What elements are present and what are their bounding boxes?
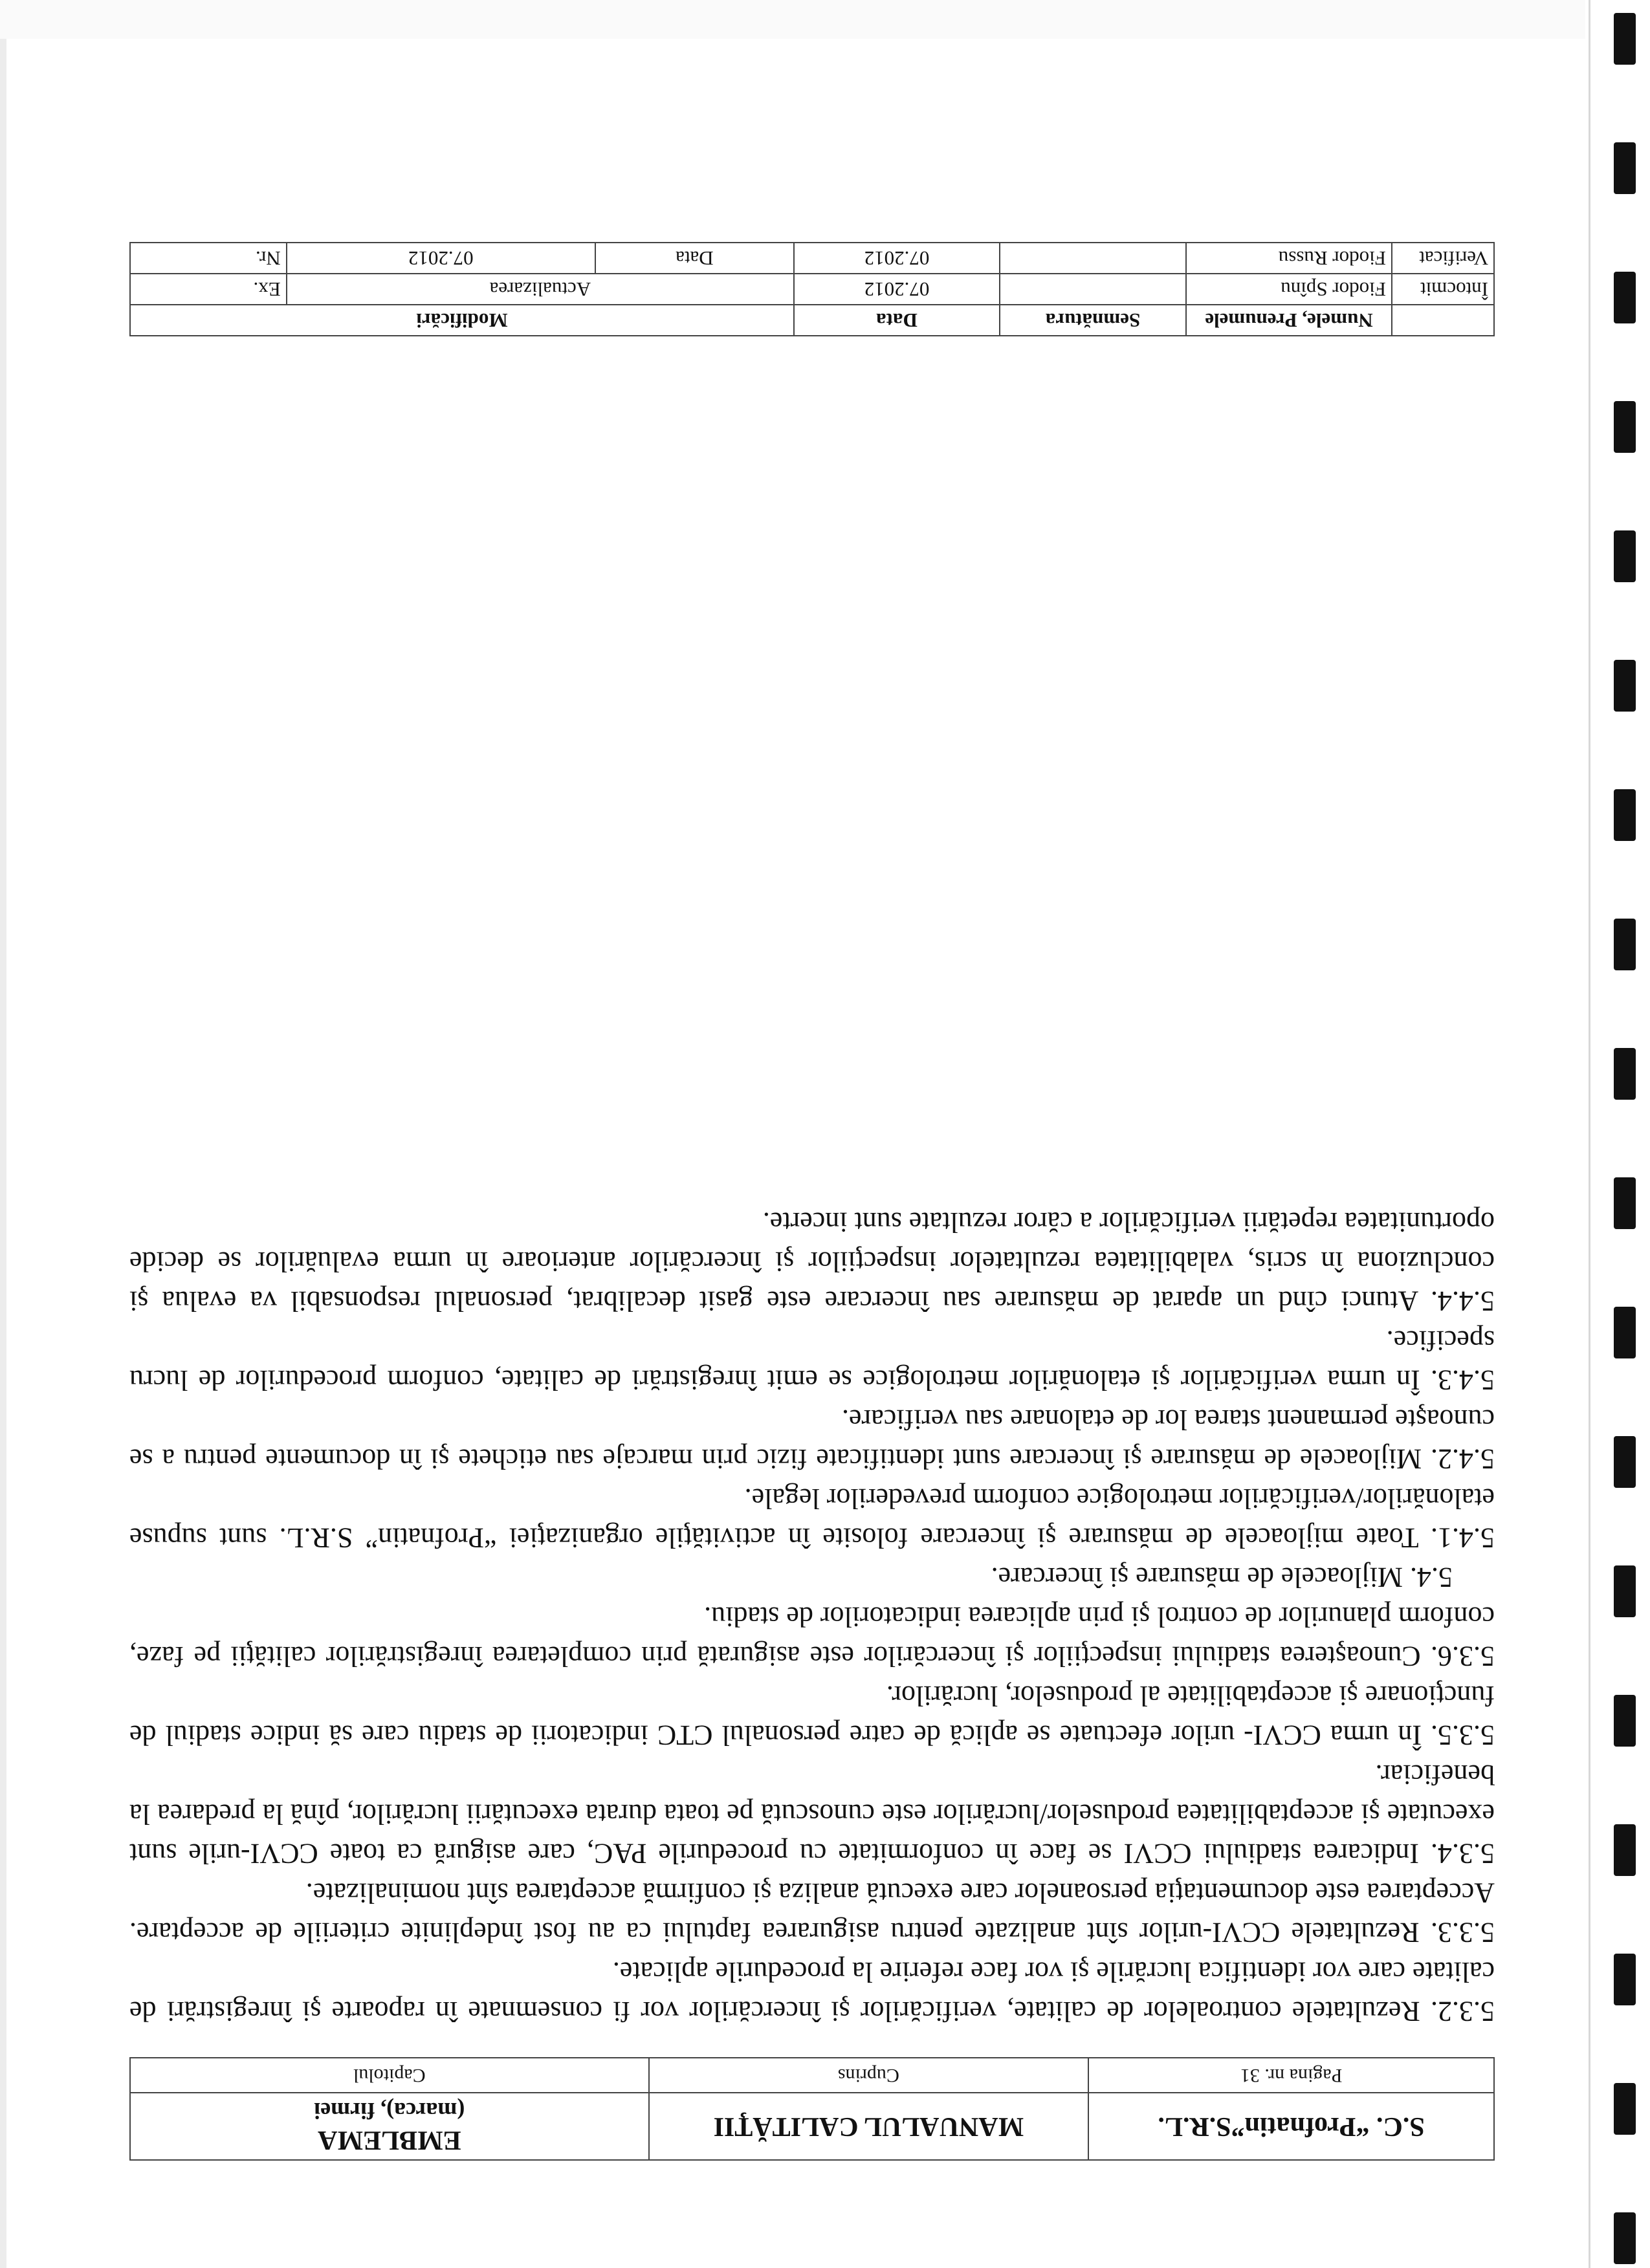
binding-hole — [1614, 2083, 1636, 2135]
binding-hole — [1614, 1824, 1636, 1876]
binding-hole — [1614, 1954, 1636, 2005]
brand-label: (marca), firmei — [314, 2098, 465, 2124]
manual-title: MANUALUL CALITĂŢII — [649, 2093, 1089, 2160]
binding-hole — [1614, 272, 1636, 323]
paragraph: 5.3.6. Cunoaşterea stadiului inspecţiilor şi încercărilor este asigurată prin completarea înregistrărilor calităţii pe faze, conform planurilor de control şi prin aplicarea indicatorilor de stadiu. — [129, 1601, 1495, 1672]
emblem-cell — [130, 2093, 649, 2160]
signature-header: Semnătura — [1000, 305, 1186, 336]
role-prepared: Întocmit — [1392, 274, 1494, 305]
binding-edge — [1589, 0, 1590, 2268]
emblem-label: EMBLEMA — [317, 2125, 461, 2155]
paragraph: 5.4.2. Mijloacele de măsurare şi încercare sunt identificate fizic prin marcaje sau etichete şi în documente pentru a se cunoaşte permanent starea lor de etalonare sau verificare. — [129, 1404, 1495, 1475]
binding-hole — [1614, 1565, 1636, 1617]
paragraph: 5.3.4. Indicarea stadiului CCVI se face în conformitate cu procedurile PAC, care asigură ca toate CCVI-urile sunt executate şi acceptabilitatea produselor/lucrărilor este cunoscută pe toata durata executării lucrărilor, pînă la predarea la beneficiar. — [129, 1759, 1495, 1870]
binding-hole — [1614, 660, 1636, 712]
binding-hole — [1614, 2212, 1636, 2264]
paragraph: 5.4.1. Toate mijloacele de măsurare şi încercare folosite în activităţile organizaţiei “Profnatin” S.R.L. sunt supuse etalonărilor/verificărilor metrologice conform prevederilor legale. — [129, 1483, 1495, 1554]
role-header-empty — [1392, 305, 1494, 336]
binding-hole — [1614, 1695, 1636, 1747]
name-header: Numele, Prenumele — [1186, 305, 1392, 336]
paragraph: 5.3.3. Rezultatele CCVI-urilor sînt analizate pentru asigurarea faptului ca au fost îndeplinite criteriile de acceptare. Acceptarea este documentaţia persoanelor care execută analiza şi confirmă acceptarea sînt nominalizate. — [129, 1877, 1495, 1948]
body-text — [129, 1203, 1495, 2031]
binding-hole — [1614, 13, 1636, 65]
date-prepared: 07.2012 — [794, 274, 1000, 305]
name-prepared: Fiodor Spînu — [1186, 274, 1392, 305]
spiral-binding — [1589, 0, 1650, 2268]
section-heading: 5.4. Mijloacele de măsurare şi încercare. — [991, 1562, 1453, 1593]
modifications-header: Modificări — [130, 305, 794, 336]
header-table — [129, 2057, 1495, 2161]
binding-hole — [1614, 1177, 1636, 1229]
scan-left-edge — [0, 39, 6, 2268]
nr-label: Nr. — [130, 243, 287, 274]
name-verified: Fiodor Russu — [1186, 243, 1392, 274]
binding-hole — [1614, 1048, 1636, 1100]
paragraph: 5.3.2. Rezultatele controalelor de calitate, verificărilor şi încercărilor vor fi consemnate în rapoarte şi înregistrări de calitate care vor identifica lucrările şi vor face referire la procedurile aplicate. — [129, 1956, 1495, 2027]
chapter-label: Capitolul — [130, 2058, 649, 2093]
binding-hole — [1614, 789, 1636, 841]
binding-hole — [1614, 530, 1636, 582]
binding-hole — [1614, 1307, 1636, 1358]
binding-hole — [1614, 142, 1636, 194]
paragraph: 5.3.5. În urma CCVI- urilor efectuate se aplică de catre personalul CTC indicatorii de stadiu care să indice stadiul de funcţionare şi acceptabilitate al produselor, lucrărilor. — [129, 1680, 1495, 1751]
binding-hole — [1614, 919, 1636, 970]
signature-prepared — [1000, 274, 1186, 305]
date-header: Data — [794, 305, 1000, 336]
date-verified: 07.2012 — [794, 243, 1000, 274]
ex-label: Ex. — [130, 274, 287, 305]
content-label: Cuprins — [649, 2058, 1089, 2093]
paragraph: 5.4.4. Atunci cînd un aparat de măsurare sau încercare este gasit decalibrat, personalul responsabil va evalua şi concluziona în scris, valabilitatea rezultatelor inspecţiilor şi încercărilor anterioare în urma evaluărilor se decide oportunitatea repetării verificărilor a căror rezultate sunt incerte. — [129, 1206, 1495, 1317]
company-name: S.C. “Profnatin”S.R.L. — [1088, 2093, 1494, 2160]
mod-date-label: Data — [595, 243, 794, 274]
paragraph: 5.4.3. În urma verificărilor şi etalonărilor metrologice se emit înregistrări de calitate, conform procedurilor de lucru specifice. — [129, 1325, 1495, 1396]
role-verified: Verificat — [1392, 243, 1494, 274]
page-number: Pagina nr. 31 — [1088, 2058, 1494, 2093]
scan-top-edge — [0, 0, 1585, 39]
binding-hole — [1614, 1436, 1636, 1488]
binding-hole — [1614, 401, 1636, 453]
update-label: Actualizarea — [287, 274, 794, 305]
document-page — [129, 149, 1495, 2161]
approval-table — [129, 242, 1495, 336]
signature-verified — [1000, 243, 1186, 274]
mod-date-value: 07.2012 — [287, 243, 595, 274]
